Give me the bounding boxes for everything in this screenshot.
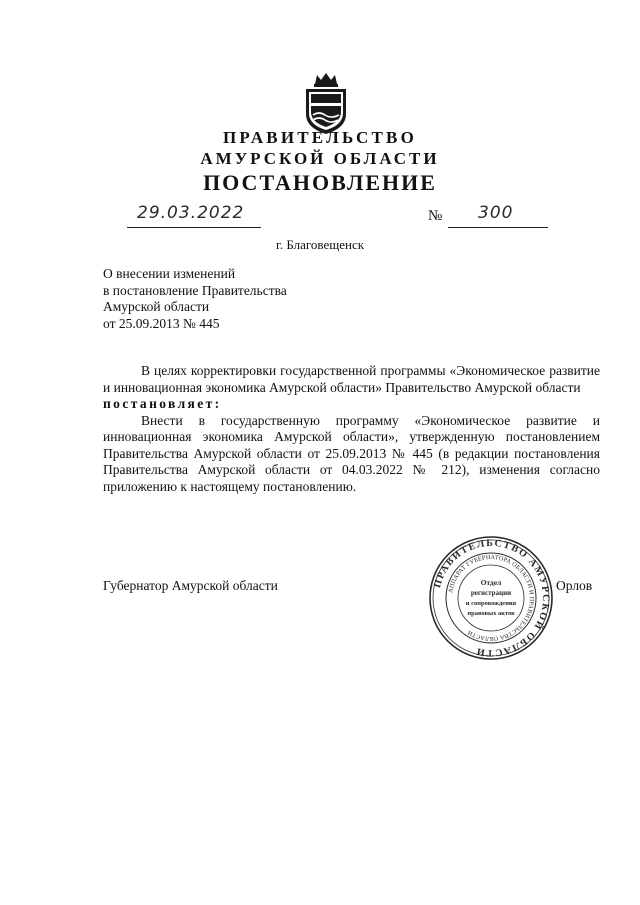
- handwritten-date: 29.03.2022: [137, 203, 245, 223]
- organization-line-2: АМУРСКОЙ ОБЛАСТИ: [200, 149, 440, 168]
- subject-line: от 25.09.2013 № 445: [103, 315, 220, 331]
- stamp-center-line: правовых актов: [467, 610, 515, 617]
- date-underline: [127, 227, 261, 228]
- subject-line: О внесении изменений: [103, 266, 236, 281]
- official-stamp: [428, 535, 554, 661]
- city-name: г. Благовещенск: [275, 237, 365, 252]
- body-paragraph-2: Внести в государственную программу «Экономическое развитие и инновационная экономика Амурской области», утвержденную постановлением Правительства Амурской области от 25.09.2013 № 445 (в редакции постановления Правительства Амурской области от 04.03.2022 № 212), изменения согласно приложению к настоящему постановлению.: [103, 412, 600, 494]
- number-sign: №: [428, 208, 443, 224]
- body-paragraph-1: В целях корректировки государственной программы «Экономическое развитие и инновационная экономика Амурской области» Правительство Амурской области: [103, 363, 600, 395]
- subject-line: в постановление Правительства: [103, 282, 287, 298]
- stamp-center-line: Отдел: [480, 578, 502, 587]
- handwritten-number: 300: [478, 203, 514, 223]
- document-subject: [103, 266, 287, 332]
- coat-of-arms-icon: [301, 70, 351, 136]
- decree-word: постановляет:: [103, 396, 222, 411]
- stamp-inner-text: АППАРАТ ГУБЕРНАТОРА ОБЛАСТИ И ПРАВИТЕЛЬСТВА ОБЛАСТИ: [447, 553, 536, 643]
- subject-line: Амурской области: [103, 299, 210, 314]
- organization-line-1: ПРАВИТЕЛЬСТВО: [223, 128, 417, 147]
- number-underline: [448, 227, 548, 228]
- stamp-center-line: и сопровождения: [465, 600, 517, 607]
- svg-text:АППАРАТ ГУБЕРНАТОРА ОБЛАСТИ И: [447, 554, 535, 642]
- stamp-outer-text: ПРАВИТЕЛЬСТВО АМУРСКОЙ ОБЛАСТИ: [432, 537, 552, 659]
- signatory-title: Губернатор Амурской области: [103, 578, 278, 593]
- stamp-center-line: регистрации: [470, 589, 512, 597]
- document-body: [103, 363, 600, 495]
- signatory-name: Орлов: [556, 578, 593, 593]
- document-type: ПОСТАНОВЛЕНИЕ: [203, 170, 437, 195]
